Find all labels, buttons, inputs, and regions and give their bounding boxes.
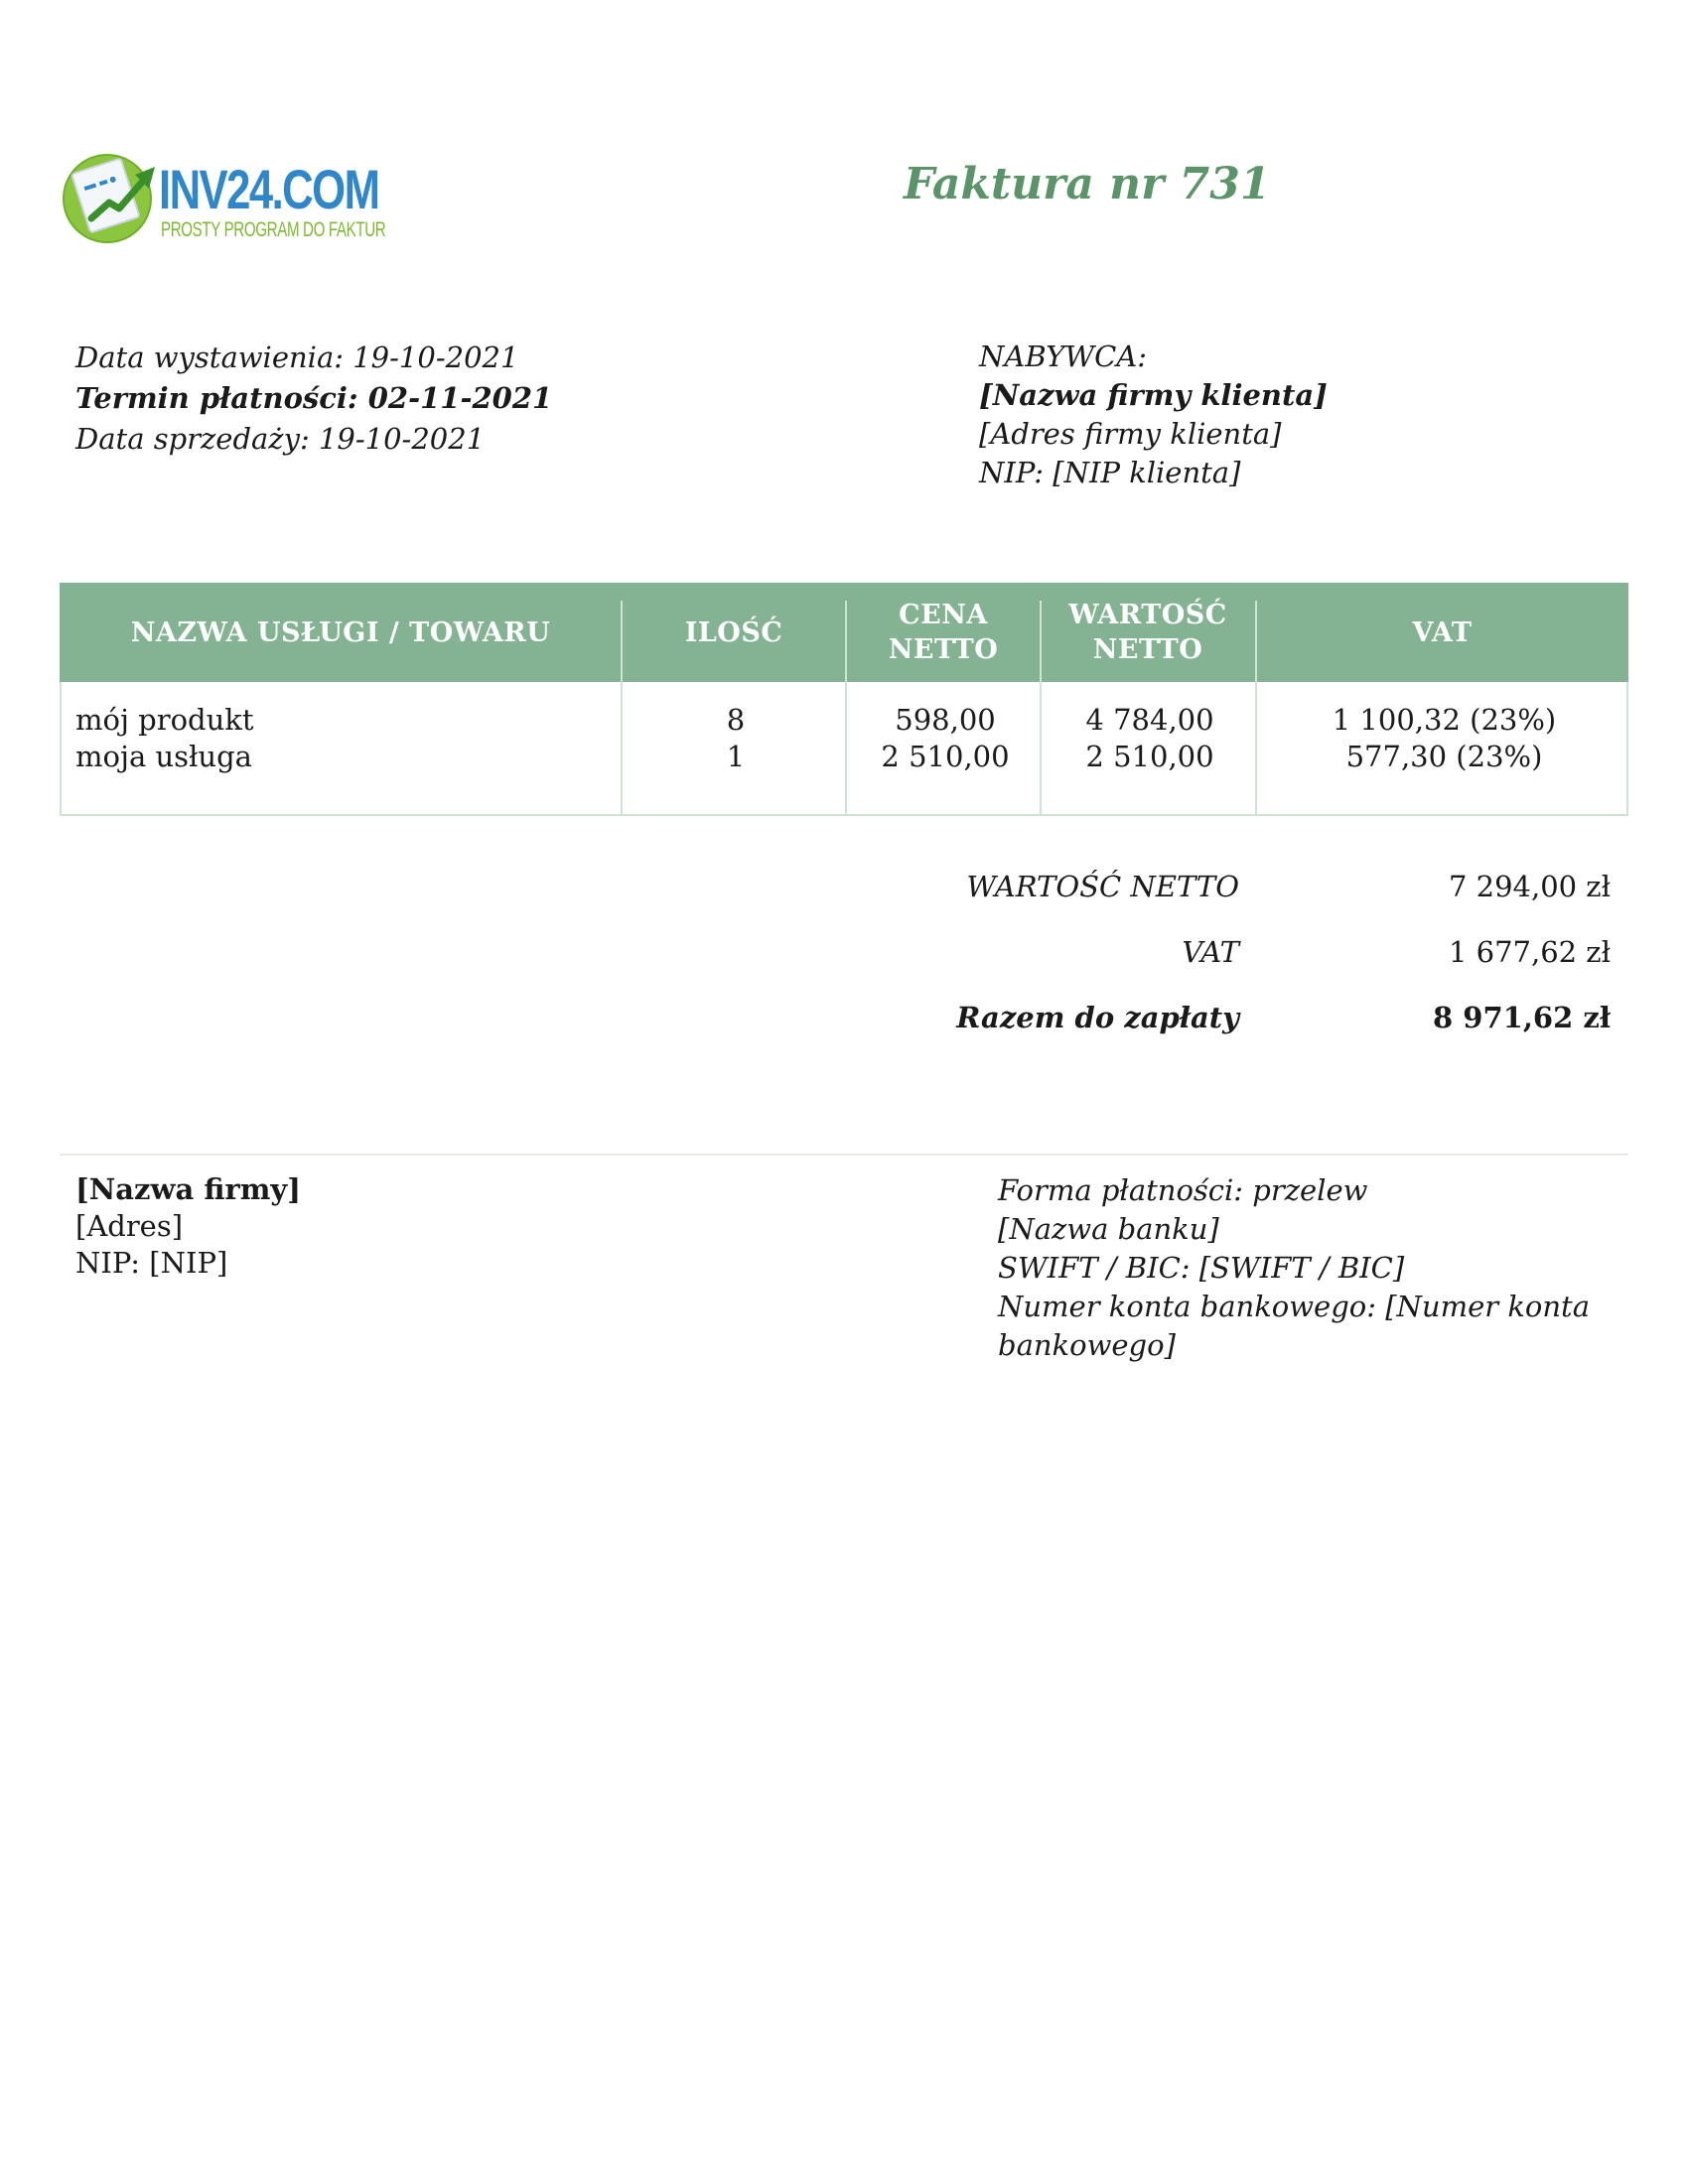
vat-total-value: 1 677,62 zł: [1448, 935, 1611, 969]
header-vat: VAT: [1412, 616, 1473, 648]
due-date: Termin płatności: 02-11-2021: [75, 381, 553, 415]
grand-total-value: 8 971,62 zł: [1433, 1001, 1611, 1034]
name-column: [75, 702, 254, 775]
row-1-vat: 1 100,32 (23%): [1332, 703, 1557, 737]
header-qty: ILOŚĆ: [684, 616, 783, 648]
row-2-qty: 1: [726, 740, 746, 773]
payment-block: [998, 1171, 1590, 1365]
value-column: [1043, 702, 1257, 775]
row-2-vat: 577,30 (23%): [1345, 740, 1543, 773]
price-column: [848, 702, 1043, 775]
header-price: CENA NETTO: [888, 600, 999, 665]
issue-date: Data wystawienia: 19-10-2021: [75, 341, 519, 374]
net-total-value: 7 294,00 zł: [1448, 870, 1611, 903]
row-1-value: 4 784,00: [1085, 703, 1214, 737]
swift-code: SWIFT / BIC: [SWIFT / BIC]: [998, 1251, 1405, 1285]
table-header: [60, 583, 1628, 682]
seller-name: [Nazwa firmy]: [75, 1172, 301, 1206]
net-total-label: WARTOŚĆ NETTO: [966, 870, 1239, 903]
buyer-name: [Nazwa firmy klienta]: [979, 378, 1328, 412]
logo-emblem-icon: [62, 145, 161, 248]
seller-block: [75, 1171, 301, 1282]
row-1-price: 598,00: [895, 703, 996, 737]
account-number-line-1: Numer konta bankowego: [Numer konta: [998, 1290, 1590, 1323]
account-number-line-2: bankowego]: [998, 1328, 1176, 1362]
qty-column: [624, 702, 848, 775]
seller-nip: NIP: [NIP]: [75, 1246, 228, 1280]
sale-date: Data sprzedaży: 19-10-2021: [75, 422, 486, 456]
row-2-price: 2 510,00: [881, 740, 1010, 773]
seller-address: [Adres]: [75, 1209, 184, 1243]
header-value: WARTOŚĆ NETTO: [1068, 600, 1227, 665]
vat-column: [1258, 702, 1630, 775]
header-name: NAZWA USŁUGI / TOWARU: [130, 616, 551, 648]
company-logo: [62, 145, 386, 248]
payment-method: Forma płatności: przelew: [998, 1173, 1368, 1207]
row-2-value: 2 510,00: [1085, 740, 1214, 773]
logo-tagline: PROSTY PROGRAM DO FAKTUR: [161, 218, 386, 241]
row-1-name: mój produkt: [75, 703, 254, 737]
buyer-nip: NIP: [NIP klienta]: [979, 456, 1241, 489]
footer-divider: [60, 1154, 1628, 1156]
row-1-qty: 8: [726, 703, 746, 737]
items-table: [60, 583, 1628, 816]
bank-name: [Nazwa banku]: [998, 1212, 1219, 1246]
grand-total-label: Razem do zapłaty: [956, 1001, 1239, 1034]
vat-total-label: VAT: [1182, 935, 1239, 969]
buyer-block: [979, 338, 1328, 492]
row-2-name: moja usługa: [75, 740, 252, 773]
invoice-dates: [75, 338, 552, 460]
invoice-title: Faktura nr 731: [904, 159, 1271, 209]
buyer-label: NABYWCA:: [979, 340, 1147, 373]
logo-text: INV24.COM: [159, 158, 379, 220]
buyer-address: [Adres firmy klienta]: [979, 417, 1282, 451]
